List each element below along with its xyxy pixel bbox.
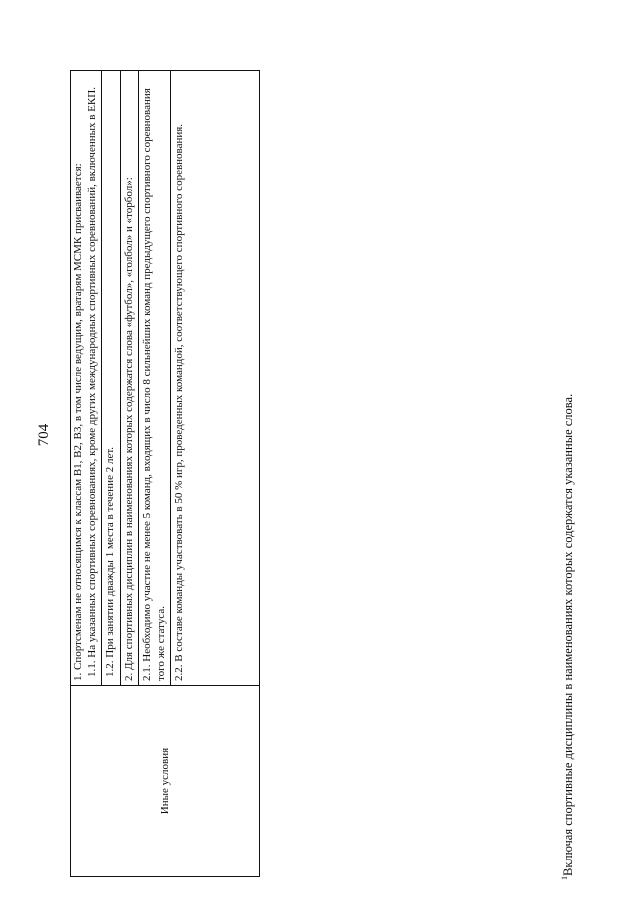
left-header-cell [71,685,259,876]
footnote-text: Включая спортивные дисциплины в наименованиях которых содержатся указанные слова. [561,393,576,876]
condition-2: 2. Для спортивных дисциплин в наименованиях которых содержатся слова «футбол», «голбол» и «торбол»: [122,177,135,681]
condition-1: 1. Спортсменам не относящимся к классам В1, В2, В3, в том числе ведущим, вратарям МСМК присваивается: [72,163,84,681]
divider [138,71,139,685]
divider [170,71,171,685]
footnote-marker: 1 [560,876,569,880]
condition-1-2: 1.2. При занятии дважды 1 места в течение 2 лет. [104,446,117,677]
conditions-table [70,70,260,877]
condition-1-1: 1.1. На указанных спортивных соревнованиях, кроме других международных спортивных соревнований, включенных в ЕКП. [86,87,99,677]
divider [101,71,102,685]
divider [120,71,121,685]
page-number: 704 [36,423,52,447]
conditions-cell [71,71,259,685]
left-header-text: Иные условия [159,747,171,815]
condition-2-2: 2.2. В составе команды участвовать в 50 % игр, проведенных командой, соответствующего спортивного соревнования. [173,123,186,681]
footnote [560,260,576,880]
condition-2-1: 2.1. Необходимо участие не менее 5 команд, входящих в число 8 сильнейших команд предыдущего спортивного соревнования того же статуса. [140,88,168,681]
